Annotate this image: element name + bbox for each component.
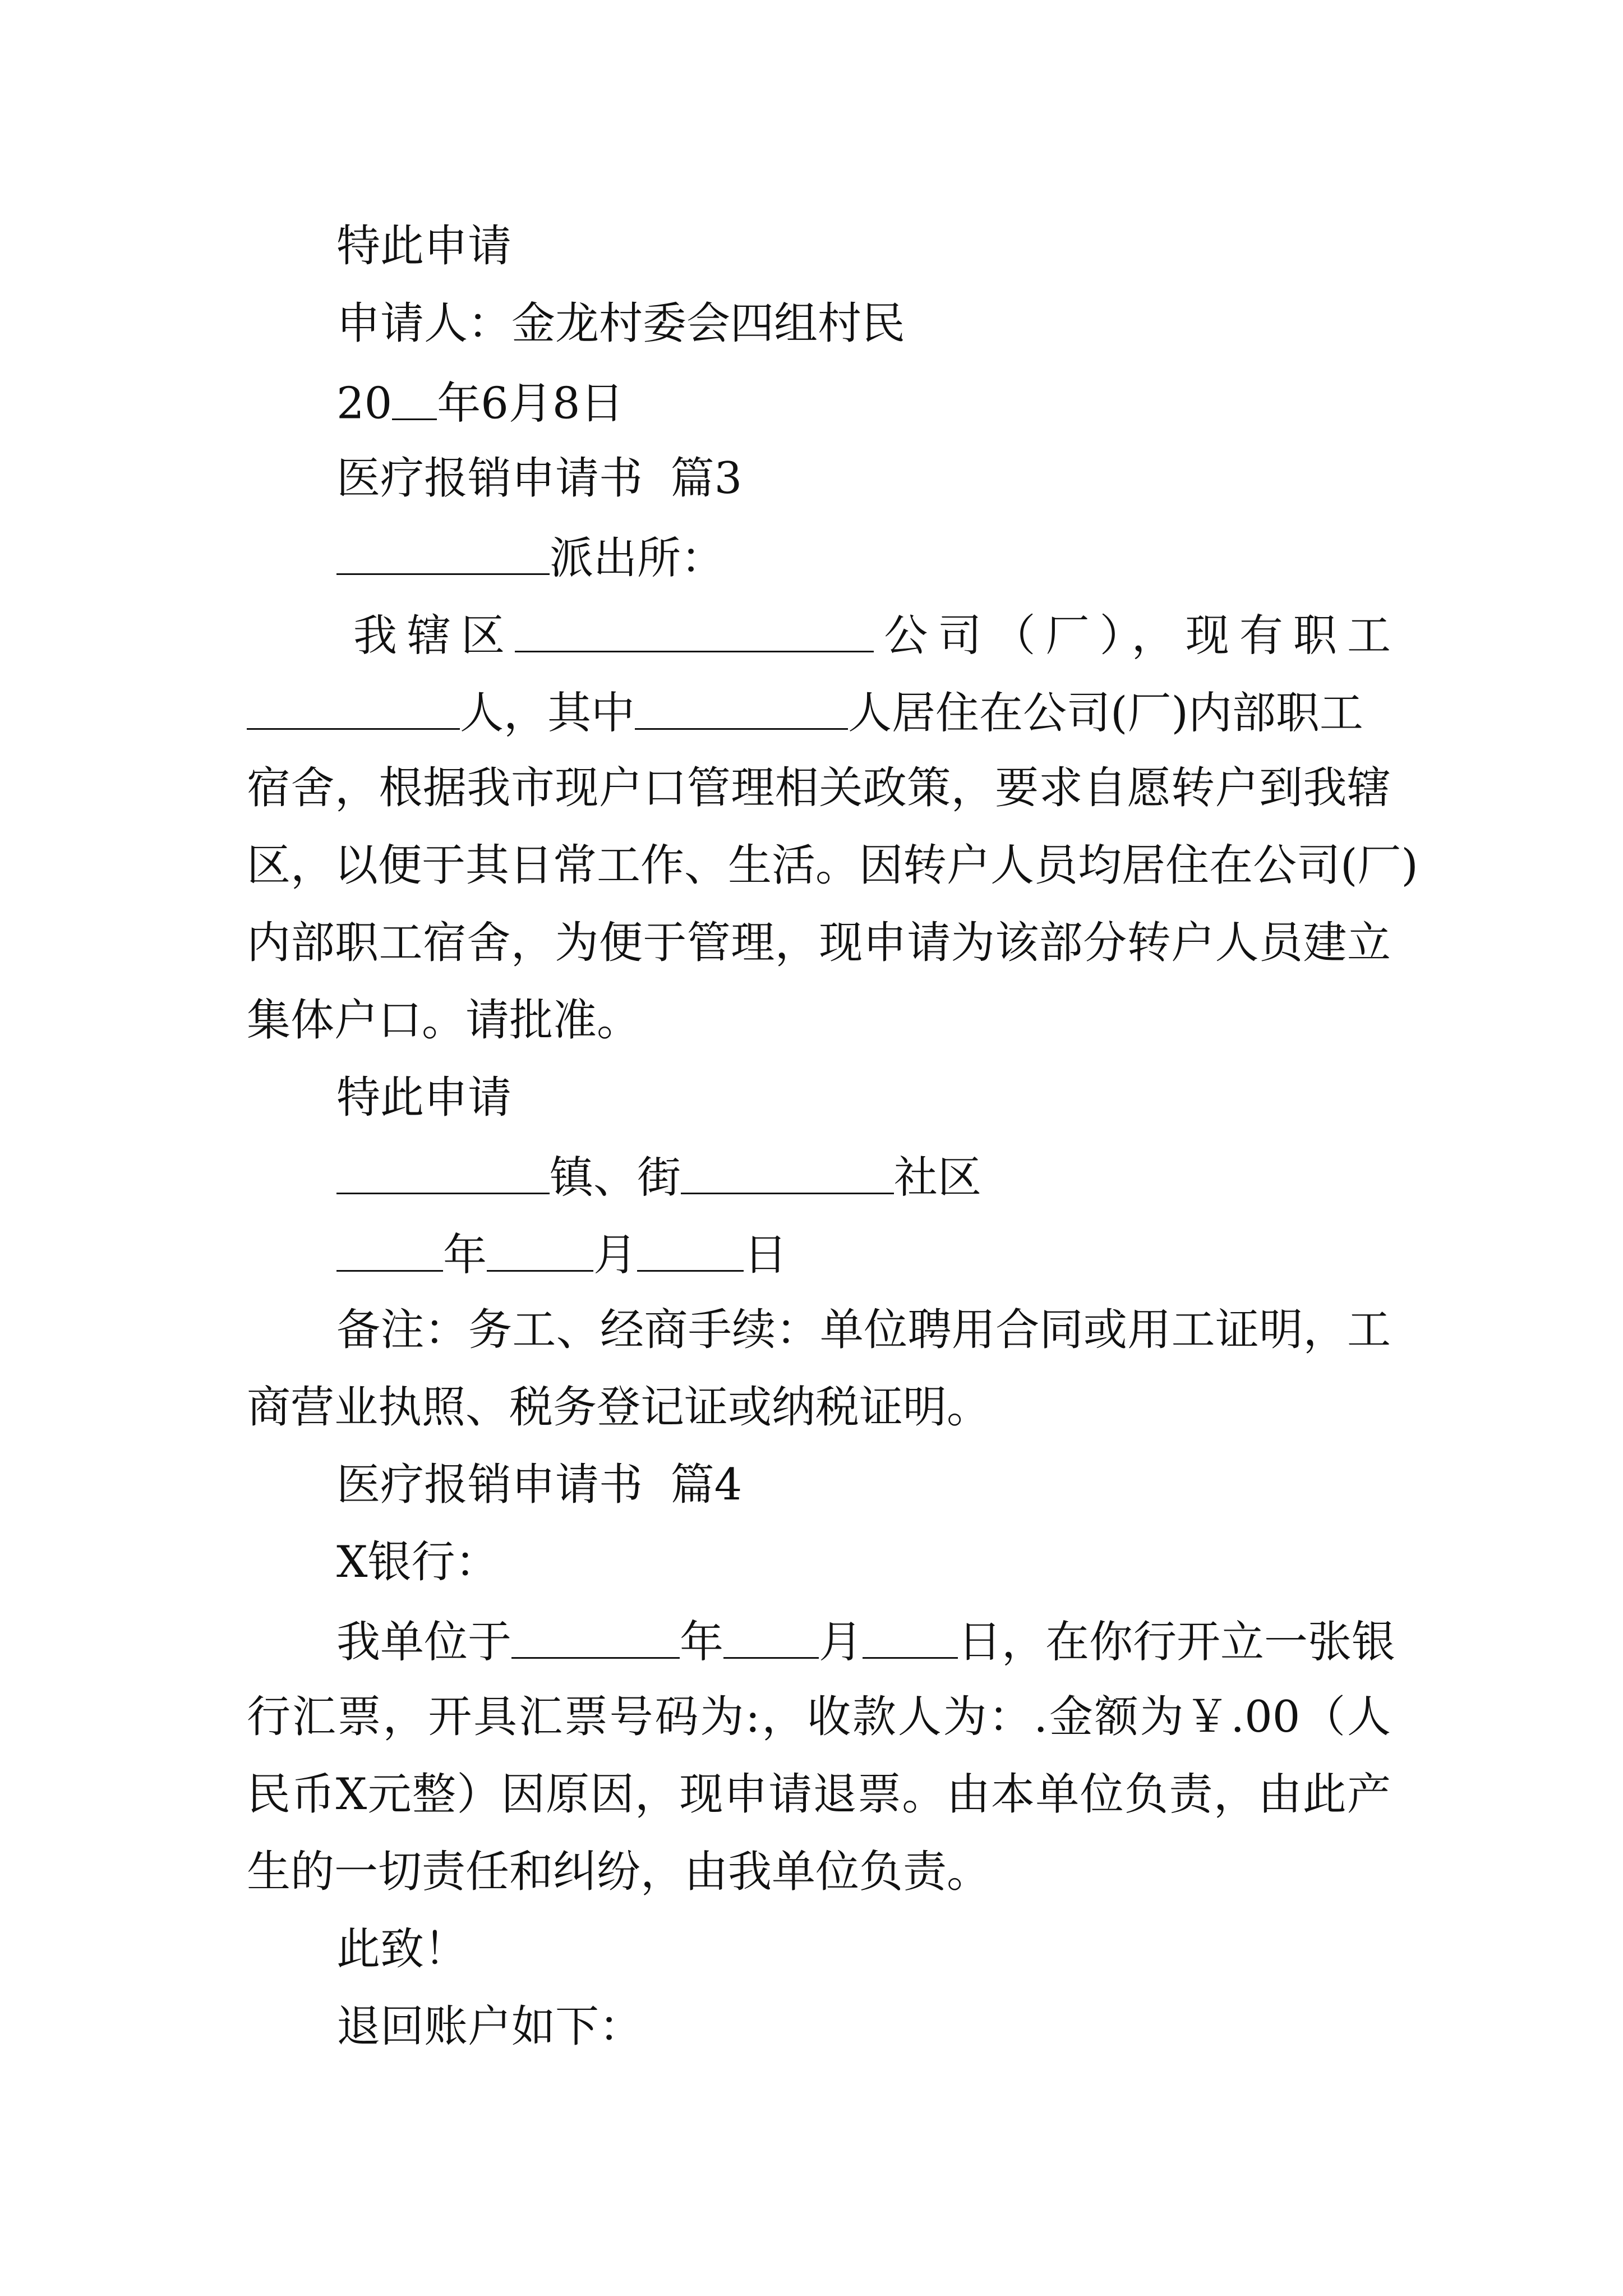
blank-underline bbox=[336, 534, 550, 575]
town-community-line: 镇、街 社区 bbox=[336, 1153, 981, 1199]
blank-underline bbox=[635, 689, 848, 730]
blank-underline bbox=[637, 1231, 744, 1272]
section3-para-line-5: 内部职工宿舍，为便于管理，现申请为该部分转户人员建立 bbox=[247, 918, 1391, 968]
section4-para-line-4: 生的一切责任和纠纷，由我单位负责。 bbox=[247, 1847, 991, 1897]
blank-underline bbox=[515, 611, 874, 652]
note-line-2: 商营业执照、税务登记证或纳税证明。 bbox=[247, 1382, 991, 1433]
section4-para-line-3: 民币X元整）因原因，现申请退票。由本单位负责，由此产 bbox=[247, 1769, 1391, 1820]
blank-underline bbox=[723, 1618, 819, 1659]
blank-underline bbox=[863, 1618, 958, 1659]
section3-heading: 医疗报销申请书 篇3 bbox=[336, 453, 743, 504]
blank-underline bbox=[247, 689, 460, 730]
section3-para-line-2: 人，其中 人居住在公司(厂)内部职工 bbox=[247, 689, 1391, 735]
blank-underline bbox=[511, 1618, 680, 1659]
blank-underline bbox=[487, 1231, 593, 1272]
closing-line: 此致！ bbox=[336, 1924, 468, 1975]
section4-heading: 医疗报销申请书 篇4 bbox=[336, 1460, 743, 1510]
special-request-2: 特此申请 bbox=[336, 1073, 512, 1123]
section3-para-line-6: 集体户口。请批准。 bbox=[247, 995, 641, 1046]
date-line-1 bbox=[336, 378, 624, 429]
section3-para-line-1: 我辖区 公司（厂），现有职工 bbox=[353, 610, 1391, 661]
special-request-1: 特此申请 bbox=[336, 221, 512, 272]
section4-para-line-1: 我单位于 年 月 日，在你行开立一张银 bbox=[336, 1617, 1396, 1668]
section3-para-line-3: 宿舍，根据我市现户口管理相关政策，要求自愿转户到我辖 bbox=[247, 763, 1391, 813]
section4-addressee: X银行： bbox=[336, 1537, 499, 1588]
date-prefix: 20 bbox=[336, 378, 393, 429]
refund-account-line: 退回账户如下： bbox=[336, 2001, 643, 2052]
applicant-line: 申请人：金龙村委会四组村民 bbox=[336, 298, 906, 349]
blank-underline bbox=[336, 1231, 443, 1272]
blank-underline bbox=[681, 1153, 894, 1194]
date-line-2: 年 月 日 bbox=[336, 1231, 787, 1277]
section4-para-line-2: 行汇票，开具汇票号码为:，收款人为：.金额为￥.00（人 bbox=[247, 1692, 1391, 1742]
date-suffix: 年6月8日 bbox=[437, 378, 624, 429]
blank-underline bbox=[336, 1153, 550, 1194]
addressee-suffix: 派出所： bbox=[550, 533, 725, 584]
section3-para-line-4: 区，以便于其日常工作、生活。因转户人员均居住在公司(厂) bbox=[247, 840, 1418, 891]
blank-underline bbox=[392, 379, 437, 420]
section3-addressee bbox=[336, 533, 725, 584]
note-line-1: 备注：务工、经商手续：单位聘用合同或用工证明，工 bbox=[336, 1305, 1391, 1355]
